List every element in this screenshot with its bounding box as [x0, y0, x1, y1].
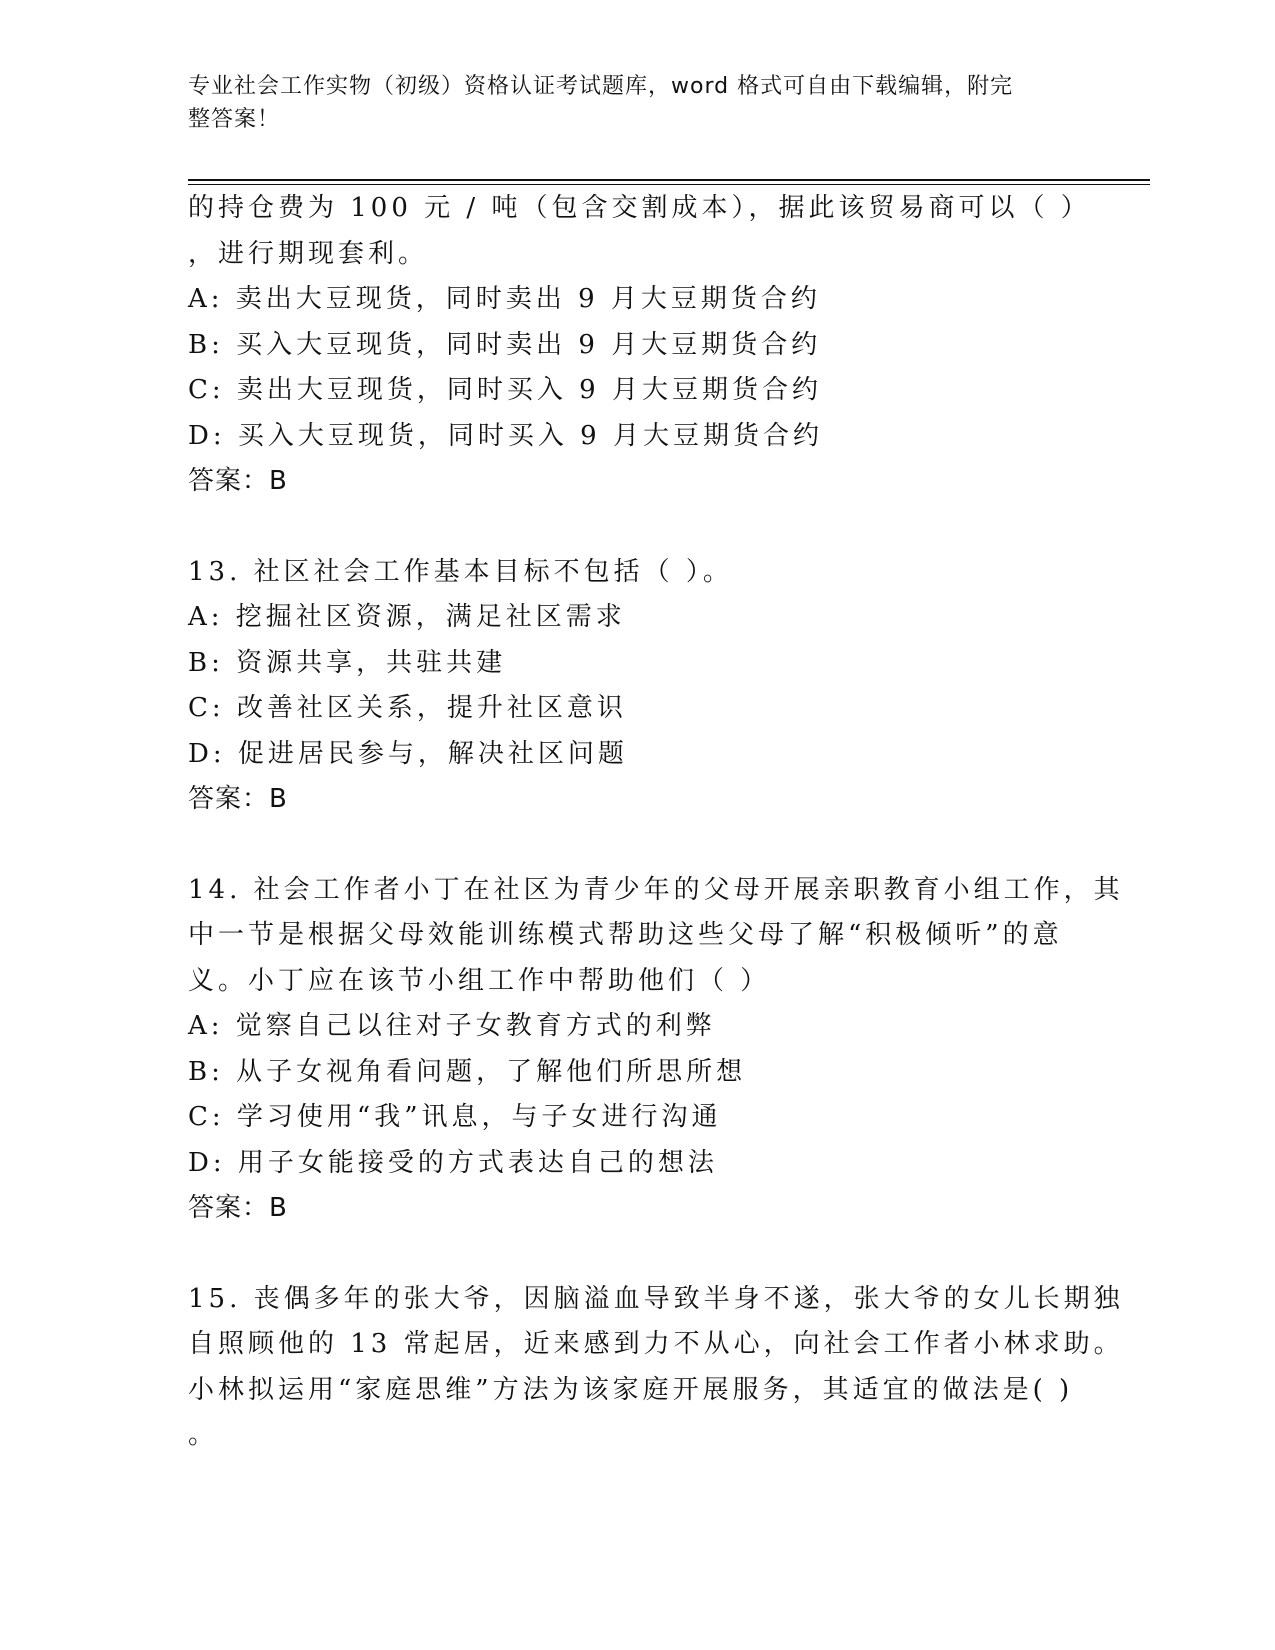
option-d: D: 促进居民参与，解决社区问题: [188, 738, 628, 769]
answer-line: 答案：B: [188, 1193, 288, 1223]
header-line-1: 专业社会工作实物（初级）资格认证考试题库，word 格式可自由下载编辑，附完: [188, 74, 1014, 99]
question-stem-line: 13. 社区社会工作基本目标不包括（ ）。: [188, 556, 733, 587]
option-c: C: 改善社区关系，提升社区意识: [188, 693, 627, 723]
option-d: D: 买入大豆现货，同时买入 9 月大豆期货合约: [188, 420, 823, 451]
option-b: B: 从子女视角看问题，了解他们所思所想: [188, 1056, 747, 1087]
option-c: C: 学习使用“我”讯息，与子女进行沟通: [188, 1102, 722, 1132]
option-a: A: 挖掘社区资源，满足社区需求: [188, 602, 626, 632]
header-line-2: 整答案！: [188, 107, 281, 132]
option-b: B: 买入大豆现货，同时卖出 9 月大豆期货合约: [188, 329, 822, 360]
question-15: [188, 1277, 1124, 1459]
answer-line: 答案：B: [188, 784, 288, 814]
spacer: [188, 823, 1088, 868]
header-rule-top: [188, 179, 1150, 181]
question-stem-line: 14. 社会工作者小丁在社区为青少年的父母开展亲职教育小组工作，其: [188, 874, 1124, 905]
question-13: [188, 550, 1088, 823]
page-header: [188, 70, 1068, 136]
question-stem-line: 。: [188, 1420, 219, 1450]
document-body: [188, 186, 1124, 1459]
option-a: A: 卖出大豆现货，同时卖出 9 月大豆期货合约: [188, 284, 821, 314]
question-stem-line: ，进行期现套利。: [188, 238, 429, 269]
question-stem-line: 中一节是根据父母效能训练模式帮助这些父母了解“积极倾听”的意: [188, 920, 1063, 950]
spacer: [188, 505, 1088, 550]
question-12-continued: [188, 186, 1091, 505]
question-stem-line: 15. 丧偶多年的张大爷，因脑溢血导致半身不遂，张大爷的女儿长期独: [188, 1283, 1124, 1314]
answer-line: 答案：B: [188, 466, 288, 496]
question-stem-line: 的持仓费为 100 元 / 吨（包含交割成本），据此该贸易商可以（ ）: [188, 193, 1091, 223]
header-rule-bottom: [188, 184, 1150, 185]
question-stem-line: 小林拟运用“家庭思维”方法为该家庭开展服务，其适宜的做法是( ): [188, 1374, 1074, 1405]
question-stem-line: 自照顾他的 13 常起居，近来感到力不从心，向社会工作者小林求助。: [188, 1329, 1124, 1359]
question-stem-line: 义。小丁应在该节小组工作中帮助他们（ ）: [188, 965, 771, 996]
option-a: A: 觉察自己以往对子女教育方式的利弊: [188, 1011, 716, 1041]
spacer: [188, 1232, 1088, 1277]
option-c: C: 卖出大豆现货，同时买入 9 月大豆期货合约: [188, 375, 822, 405]
question-14: [188, 868, 1124, 1232]
option-b: B: 资源共享，共驻共建: [188, 647, 507, 678]
option-d: D: 用子女能接受的方式表达自己的想法: [188, 1147, 718, 1178]
